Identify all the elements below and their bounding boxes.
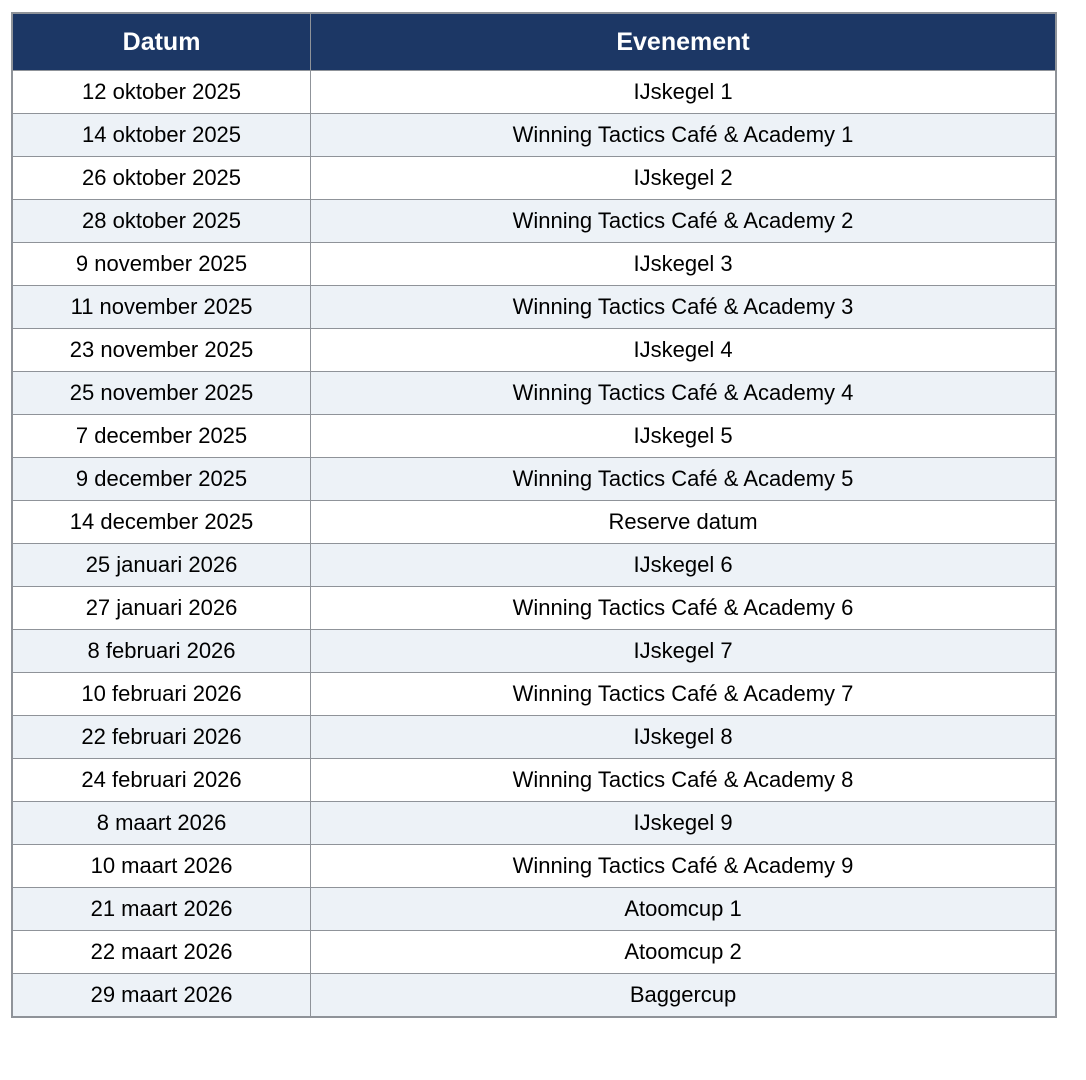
cell-evenement: IJskegel 5 — [311, 415, 1056, 458]
cell-datum: 9 november 2025 — [12, 243, 311, 286]
cell-datum: 27 januari 2026 — [12, 587, 311, 630]
cell-evenement: Winning Tactics Café & Academy 6 — [311, 587, 1056, 630]
cell-evenement: Winning Tactics Café & Academy 3 — [311, 286, 1056, 329]
cell-datum: 8 maart 2026 — [12, 802, 311, 845]
cell-evenement: IJskegel 4 — [311, 329, 1056, 372]
events-schedule-table — [11, 12, 1057, 1018]
table-row — [12, 114, 1056, 157]
cell-evenement: IJskegel 3 — [311, 243, 1056, 286]
cell-datum: 8 februari 2026 — [12, 630, 311, 673]
cell-datum: 9 december 2025 — [12, 458, 311, 501]
table-row — [12, 286, 1056, 329]
cell-evenement: Winning Tactics Café & Academy 9 — [311, 845, 1056, 888]
cell-evenement: IJskegel 8 — [311, 716, 1056, 759]
cell-datum: 24 februari 2026 — [12, 759, 311, 802]
table-body — [12, 71, 1056, 1018]
table-row — [12, 243, 1056, 286]
cell-evenement: Winning Tactics Café & Academy 7 — [311, 673, 1056, 716]
table-row — [12, 759, 1056, 802]
table-row — [12, 673, 1056, 716]
cell-evenement: Winning Tactics Café & Academy 5 — [311, 458, 1056, 501]
cell-evenement: IJskegel 6 — [311, 544, 1056, 587]
cell-evenement: Winning Tactics Café & Academy 4 — [311, 372, 1056, 415]
column-header-evenement: Evenement — [311, 13, 1056, 71]
cell-datum: 23 november 2025 — [12, 329, 311, 372]
cell-evenement: Winning Tactics Café & Academy 2 — [311, 200, 1056, 243]
cell-datum: 14 december 2025 — [12, 501, 311, 544]
cell-datum: 25 januari 2026 — [12, 544, 311, 587]
column-header-datum: Datum — [12, 13, 311, 71]
cell-datum: 25 november 2025 — [12, 372, 311, 415]
cell-evenement: Winning Tactics Café & Academy 1 — [311, 114, 1056, 157]
cell-evenement: IJskegel 1 — [311, 71, 1056, 114]
cell-datum: 28 oktober 2025 — [12, 200, 311, 243]
table-header-row — [12, 13, 1056, 71]
cell-datum: 21 maart 2026 — [12, 888, 311, 931]
table-row — [12, 501, 1056, 544]
table-row — [12, 329, 1056, 372]
table-row — [12, 415, 1056, 458]
cell-evenement: IJskegel 2 — [311, 157, 1056, 200]
cell-evenement: IJskegel 7 — [311, 630, 1056, 673]
cell-evenement: Atoomcup 2 — [311, 931, 1056, 974]
cell-evenement: Atoomcup 1 — [311, 888, 1056, 931]
table-row — [12, 802, 1056, 845]
table-row — [12, 71, 1056, 114]
table-row — [12, 587, 1056, 630]
cell-datum: 11 november 2025 — [12, 286, 311, 329]
cell-datum: 22 februari 2026 — [12, 716, 311, 759]
table-row — [12, 458, 1056, 501]
cell-evenement: Baggercup — [311, 974, 1056, 1018]
cell-evenement: Reserve datum — [311, 501, 1056, 544]
cell-evenement: IJskegel 9 — [311, 802, 1056, 845]
cell-datum: 10 maart 2026 — [12, 845, 311, 888]
table-row — [12, 372, 1056, 415]
cell-datum: 10 februari 2026 — [12, 673, 311, 716]
table-row — [12, 888, 1056, 931]
cell-evenement: Winning Tactics Café & Academy 8 — [311, 759, 1056, 802]
table-row — [12, 716, 1056, 759]
cell-datum: 7 december 2025 — [12, 415, 311, 458]
table-row — [12, 931, 1056, 974]
table-row — [12, 845, 1056, 888]
cell-datum: 26 oktober 2025 — [12, 157, 311, 200]
table-row — [12, 157, 1056, 200]
cell-datum: 12 oktober 2025 — [12, 71, 311, 114]
cell-datum: 22 maart 2026 — [12, 931, 311, 974]
cell-datum: 29 maart 2026 — [12, 974, 311, 1018]
table-row — [12, 630, 1056, 673]
table-row — [12, 200, 1056, 243]
cell-datum: 14 oktober 2025 — [12, 114, 311, 157]
table-row — [12, 544, 1056, 587]
table-row — [12, 974, 1056, 1018]
